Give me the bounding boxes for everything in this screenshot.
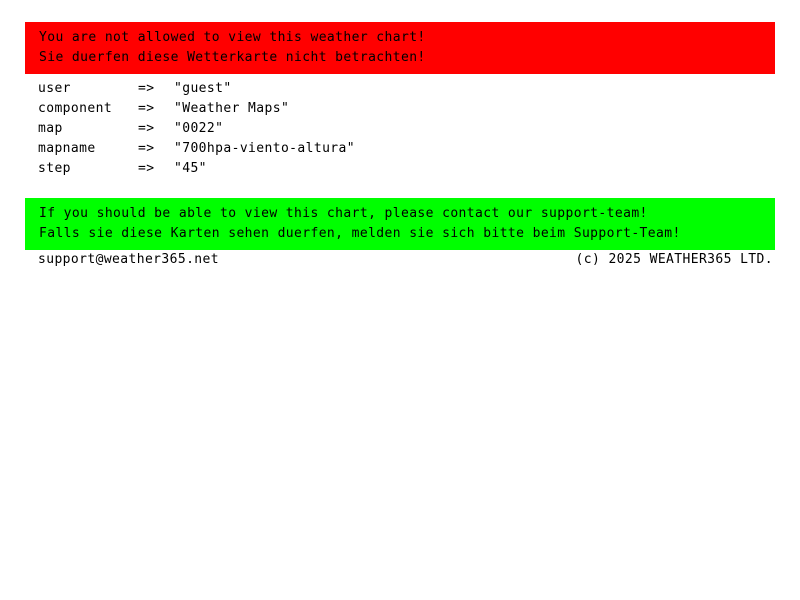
detail-arrow: => <box>138 141 155 156</box>
table-row <box>38 159 355 179</box>
table-row <box>38 139 355 159</box>
detail-arrow: => <box>138 161 155 176</box>
table-row <box>38 119 355 139</box>
error-banner-line-en: You are not allowed to view this weather chart! <box>39 30 426 45</box>
detail-value: "45" <box>174 161 207 176</box>
detail-value: "guest" <box>174 81 232 96</box>
detail-arrow: => <box>138 81 155 96</box>
table-row <box>38 99 355 119</box>
detail-value: "700hpa-viento-altura" <box>174 141 355 156</box>
detail-value: "0022" <box>174 121 224 136</box>
error-banner-line-de: Sie duerfen diese Wetterkarte nicht betrachten! <box>39 50 426 65</box>
copyright-text: (c) 2025 WEATHER365 LTD. <box>575 252 773 267</box>
detail-key: mapname <box>38 141 96 156</box>
detail-key: step <box>38 161 71 176</box>
detail-value: "Weather Maps" <box>174 101 290 116</box>
detail-key: user <box>38 81 71 96</box>
detail-key: component <box>38 101 113 116</box>
detail-key: map <box>38 121 63 136</box>
detail-arrow: => <box>138 121 155 136</box>
info-banner-line-de: Falls sie diese Karten sehen duerfen, melden sie sich bitte beim Support-Team! <box>39 226 681 241</box>
support-email[interactable]: support@weather365.net <box>38 252 219 267</box>
table-row <box>38 79 355 99</box>
detail-arrow: => <box>138 101 155 116</box>
error-banner <box>25 22 775 74</box>
footer <box>38 250 773 270</box>
info-banner <box>25 198 775 250</box>
request-details-table <box>38 79 355 179</box>
info-banner-line-en: If you should be able to view this chart, please contact our support-team! <box>39 206 648 221</box>
